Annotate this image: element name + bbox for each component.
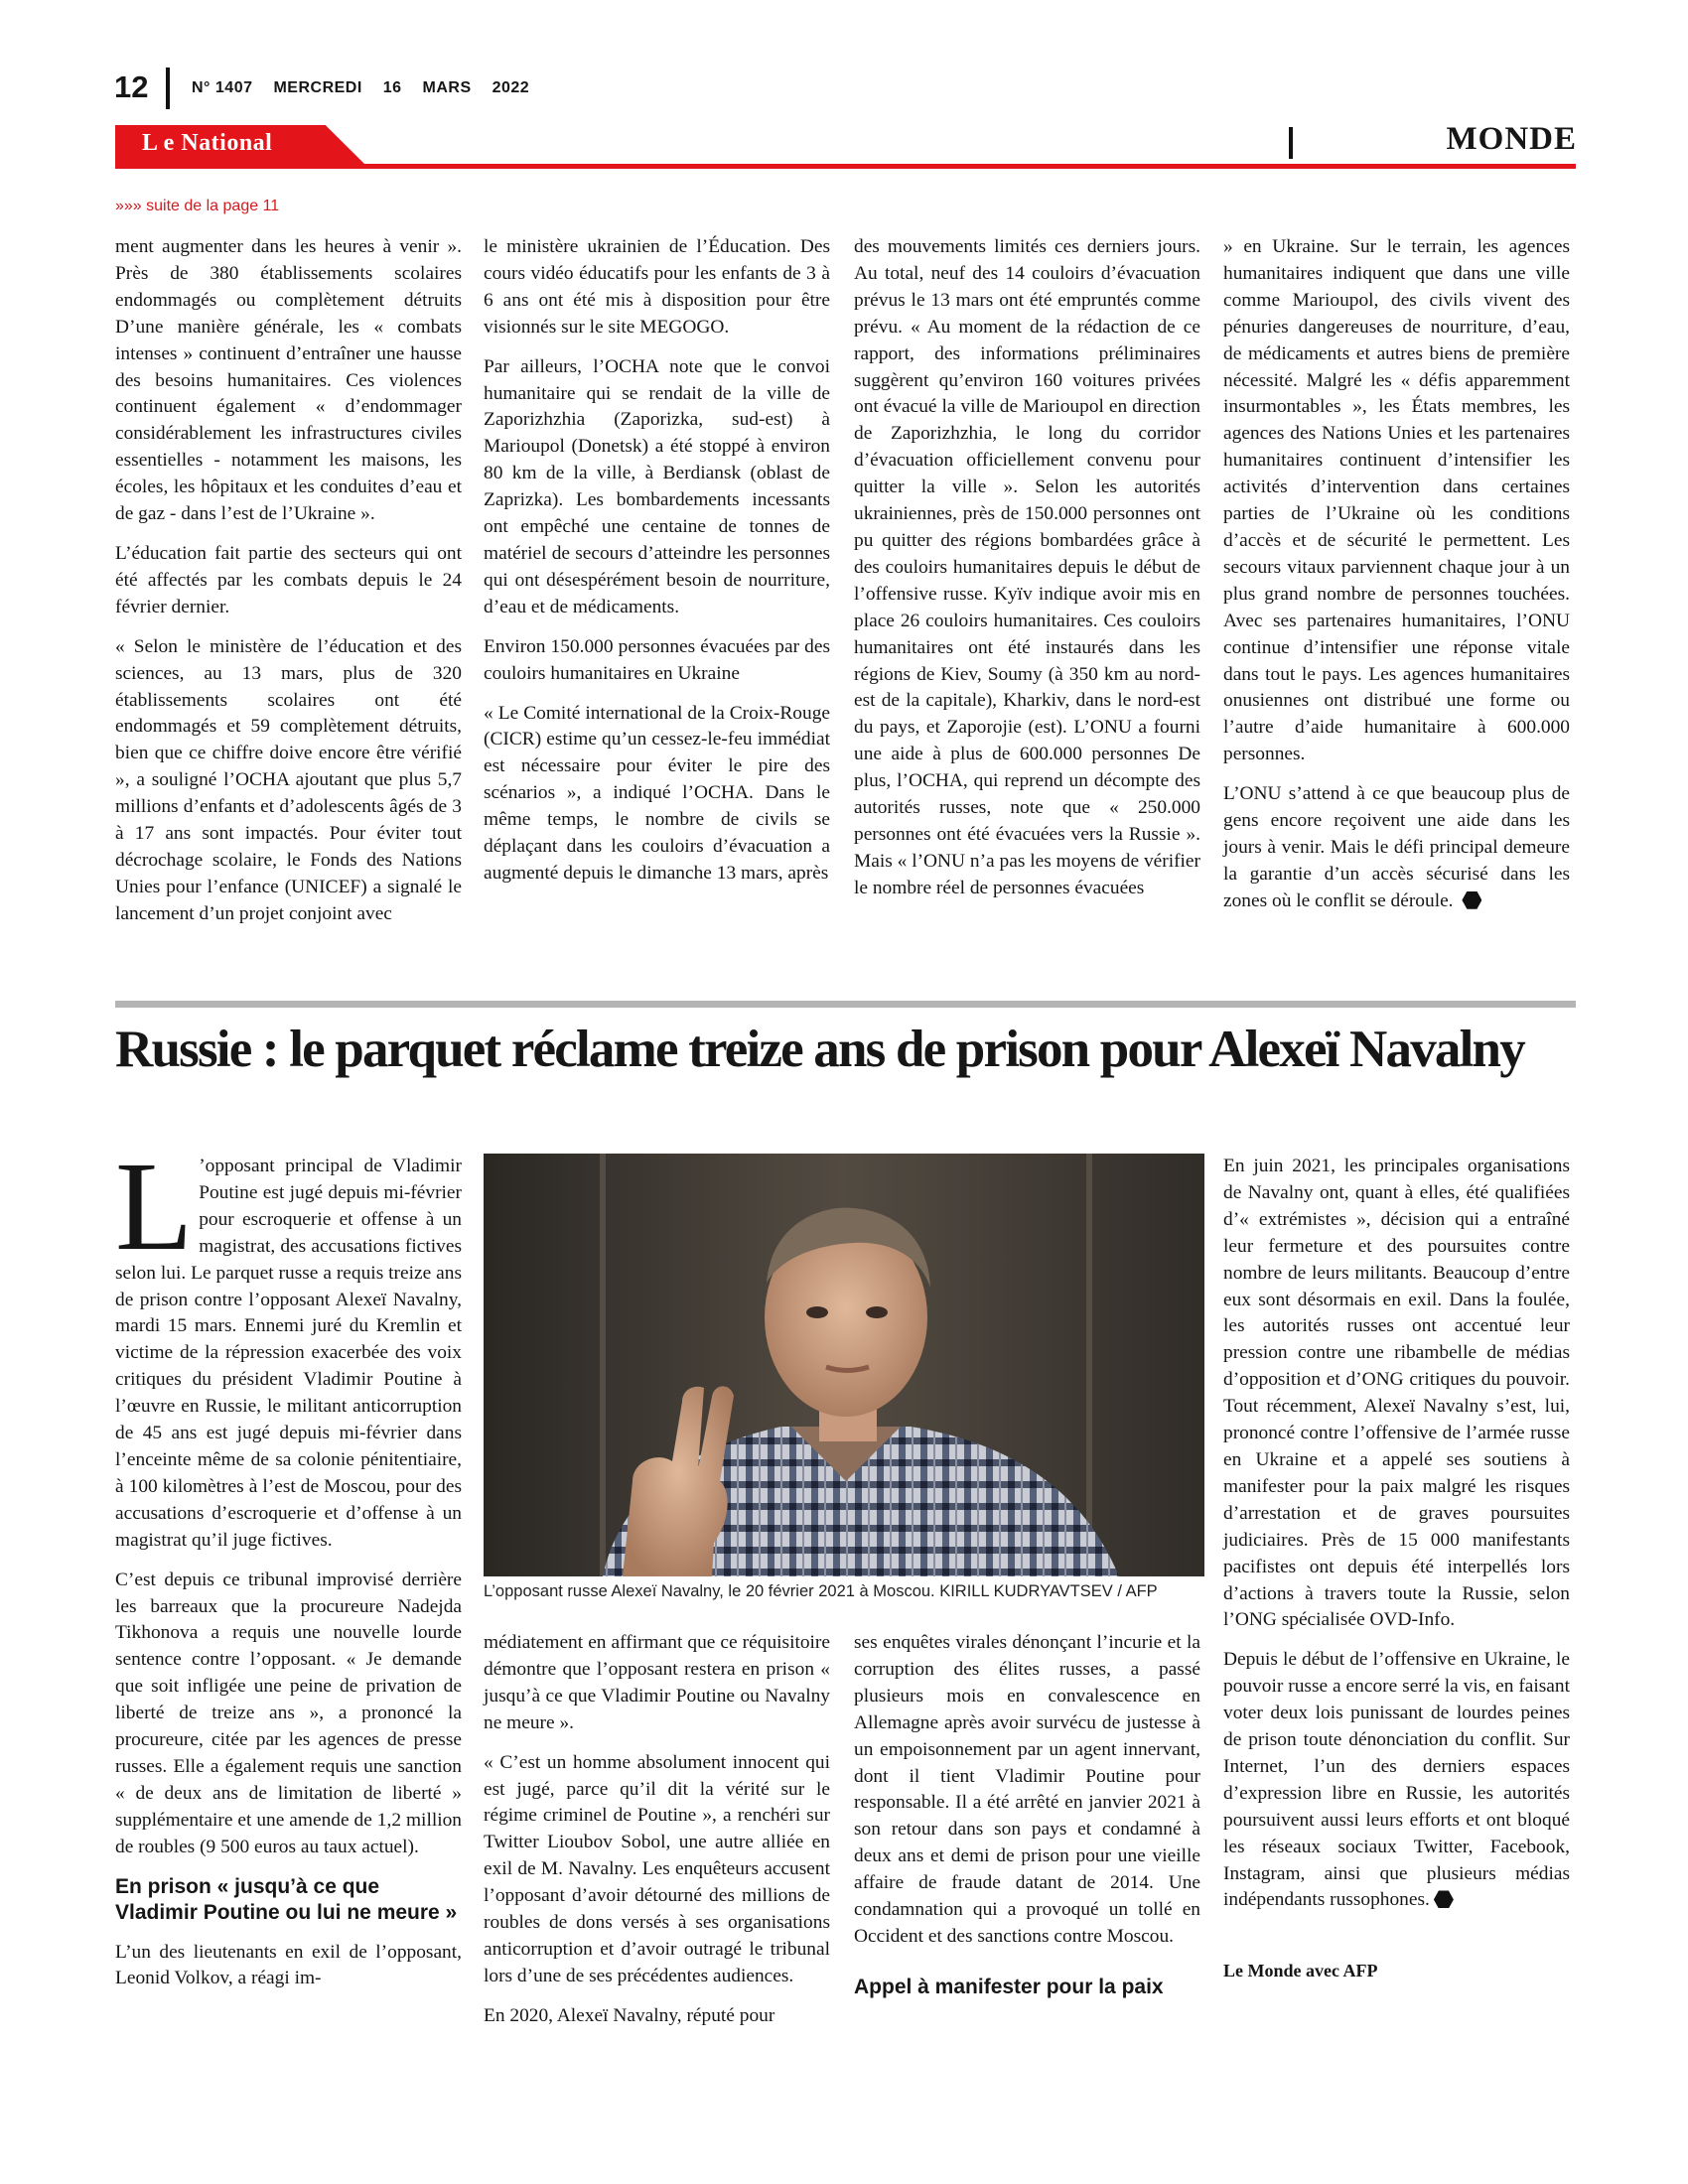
paragraph-text: L’ONU s’attend à ce que beaucoup plus de gens encore reçoivent une aide dans les jours à venir. Mais le défi principal demeure la garantie d’un accès sécurisé dans les zones où le conflit se déroule. xyxy=(1223,783,1570,911)
paragraph: ses enquêtes virales dénonçant l’incurie et la corruption des élites russes, a passé plusieurs mois en convalescence en Allemagne après avoir survécu de justesse à un empoisonnement par un agent innervant, dont il tient Vladimir Poutine pour responsable. Il a été arrêté en janvier 2021 à son retour dans son pays et condamné à deux ans et demi de prison pour une vieille affaire de fraude datant de 2014. Une condamnation qui a provoqué un tollé en Occident et des sanctions contre Moscou. xyxy=(854,1632,1200,1947)
end-of-article-icon xyxy=(1462,891,1481,909)
paragraph-text: Depuis le début de l’offensive en Ukraine, le pouvoir russe a encore serré la vis, en faisant voter deux lois punissant de lourdes peines de prison toute dénonciation du conflit. Sur Internet, l’un des derniers espaces d’expression libre en Russie, les autorités poursuivent aussi leurs efforts et ont bloqué les réseaux sociaux Twitter, Facebook, Instagram, ainsi que plusieurs médias indépendants russophones. xyxy=(1223,1649,1570,1911)
issue-info xyxy=(192,79,545,97)
paragraph xyxy=(1223,1647,1570,1914)
main-article-column-3 xyxy=(854,1630,1200,2014)
page-number: 12 xyxy=(114,69,149,104)
main-article-column-2 xyxy=(484,1630,830,2043)
issue-month: MARS xyxy=(422,79,472,96)
paragraph: le ministère ukrainien de l’Éducation. Des cours vidéo éducatifs pour les enfants de 3 à 6 ans ont été mis à disposition pour être visionnés sur le site MEGOGO. xyxy=(484,236,830,338)
issue-date: 16 xyxy=(382,79,402,96)
brand-name: L e National xyxy=(142,130,273,156)
issue-number: N° 1407 xyxy=(192,79,253,96)
navalny-photo-illustration xyxy=(484,1154,1204,1576)
photo-caption: L’opposant russe Alexeï Navalny, le 20 février 2021 à Moscou. KIRILL KUDRYAVTSEV / AFP xyxy=(484,1582,1158,1600)
paragraph: des mouvements limités ces derniers jours. Au total, neuf des 14 couloirs d’évacuation prévus le 13 mars ont été empruntés comme prévu. « Au moment de la rédaction de ce rapport, des informations préliminaires suggèrent qu’environ 160 voitures privées ont évacué la ville de Marioupol en direction de Zaporizhzhia, le long du corridor d’évacuation officiellement convenu pour quitter la ville ». Selon les autorités ukrainiennes, près de 150.000 personnes ont pu quitter des régions bombardées grâce à des couloirs humanitaires depuis le début de l’offensive russe. Kyïv indique avoir mis en place 26 couloirs humanitaires. Ces couloirs humanitaires ont été instaurés dans les régions de Kiev, Soumy (à 350 km au nord-est de la capitale), Kharkiv, dans le nord-est du pays, et Zaporojie (est). L’ONU a fourni une aide à plus de 600.000 personnes De plus, l’OCHA, qui reprend un décompte des autorités russes, note que « 250.000 personnes ont été évacuées vers la Russie ». Mais « l’ONU n’a pas les moyens de vérifier le nombre réel de personnes évacuées xyxy=(854,236,1200,898)
end-of-article-icon xyxy=(1434,1890,1454,1908)
lead-text: ’opposant principal de Vladimir Poutine est jugé depuis mi-février pour escroquerie et offense à un magistrat, des accusations fictives selon lui. Le parquet russe a requis treize ans de prison contre l’opposant Alexeï Navalny, mardi 15 mars. Ennemi juré du Kremlin et victime de la répression exacerbée des voix critiques du président Vladimir Poutine à l’œuvre en Russie, le militant anticorruption de 45 ans est jugé depuis mi-février dans l’enceinte même de sa colonie pénitentiaire, à 100 kilomètres à l’est de Moscou, pour des accusations d’escroquerie et d’offense à un magistrat qu’il juge fictives. xyxy=(115,1156,462,1551)
paragraph: « Selon le ministère de l’éducation et des sciences, au 13 mars, plus de 320 établissements scolaires ont été endommagés et 59 complètement détruits, bien que ce chiffre doive encore être vérifié », a souligné l’OCHA ajoutant que plus 5,7 millions d’enfants et d’adolescents âgés de 3 à 17 ans sont impactés. Pour éviter tout décrochage scolaire, le Fonds des Nations Unies pour l’enfance (UNICEF) a signalé le lancement d’un projet conjoint avec xyxy=(115,635,462,924)
header-red-rule xyxy=(115,164,1576,169)
paragraph: L’un des lieutenants en exil de l’opposant, Leonid Volkov, a réagi im- xyxy=(115,1941,462,1989)
top-article-column-3 xyxy=(854,234,1200,915)
header-separator xyxy=(166,68,170,109)
paragraph: « Le Comité international de la Croix-Rouge (CICR) estime qu’un cessez-le-feu immédiat est nécessaire pour éviter le pire des scénarios », a indiqué l’OCHA. Dans le même temps, le nombre de civils se déplaçant dans les couloirs d’évacuation a augmenté depuis le dimanche 13 mars, après xyxy=(484,702,830,884)
article-photo xyxy=(484,1154,1204,1576)
paragraph: ment augmenter dans les heures à venir ». Près de 380 établissements scolaires endommagés ou complètement détruits D’une manière générale, les « combats intenses » continuent d’entraîner une hausse des besoins humanitaires. Ces violences continuent également « d’endommager considérablement les infrastructures civiles essentielles - notamment les maisons, les écoles, les hôpitaux et les conduites d’eau et de gaz - dans l’est de l’Ukraine ». xyxy=(115,236,462,525)
main-article-column-1 xyxy=(115,1136,462,2005)
top-article-column-4 xyxy=(1223,234,1570,928)
paragraph: C’est depuis ce tribunal improvisé derrière les barreaux que la procureure Nadejda Tikhonova a requis une nouvelle lourde sentence contre l’opposant. « Je demande que soit infligée une peine de privation de liberté de treize ans », a prononcé la procureure, citée par les agences de presse russes. Elle a également requis une sanction « de deux ans de limitation de liberté » supplémentaire et une amende de 1,2 million de roubles (9 500 euros au taux actuel). xyxy=(115,1569,462,1857)
main-article-column-4 xyxy=(1223,1154,1570,1997)
section-separator xyxy=(1289,127,1293,159)
issue-year: 2022 xyxy=(492,79,530,96)
paragraph: L’éducation fait partie des secteurs qui ont été affectés par les combats depuis le 24 février dernier. xyxy=(115,542,462,617)
paragraph xyxy=(1223,781,1570,915)
issue-day: MERCREDI xyxy=(273,79,362,96)
paragraph: » en Ukraine. Sur le terrain, les agences humanitaires indiquent que dans une ville comme Marioupol, des civils vivent des pénuries dangereuses de nourriture, d’eau, de médicaments et autres biens de première nécessité. Malgré les « défis apparemment insurmontables », les États membres, les agences des Nations Unies et les partenaires humanitaires continuent d’intensifier les activités d’intervention dans certaines parties de l’Ukraine où les conditions d’accès et de sécurité le permettent. Les secours vitaux parviennent chaque jour à un plus grand nombre de personnes touchées. Avec ses partenaires humanitaires, l’ONU continue d’intensifier une réponse vitale dans tout le pays. Les agences humanitaires onusiennes ont distribué une forme ou l’autre d’aide humanitaire à 600.000 personnes. xyxy=(1223,236,1570,765)
subheading: En prison « jusqu’à ce que Vladimir Poutine ou lui ne meure » xyxy=(115,1874,458,1924)
drop-cap: L xyxy=(115,1136,194,1277)
article-divider xyxy=(115,1001,1576,1008)
paragraph: « C’est un homme absolument innocent qui est jugé, parce qu’il dit la vérité sur le régime criminel de Poutine », a renchéri sur Twitter Lioubov Sobol, une autre alliée en exil de M. Navalny. Les enquêteurs accusent l’opposant d’avoir détourné des millions de roubles de dons versés à ses organisations anticorruption et d’avoir outragé le tribunal lors d’une de ses précédentes audiences. xyxy=(484,1751,830,1986)
article-headline: Russie : le parquet réclame treize ans de prison pour Alexeï Navalny xyxy=(115,1021,1524,1078)
subheading: Appel à manifester pour la paix xyxy=(854,1975,1164,1998)
paragraph: En juin 2021, les principales organisations de Navalny ont, quant à elles, été qualifiées d’« extrémistes », décision qui a entraîné leur fermeture et des poursuites contre nombre de leurs militants. Beaucoup d’entre eux sont désormais en exil. Dans la foulée, les autorités russes ont accentué leur pression contre une ribambelle de médias d’opposition et d’ONG critiques du pouvoir. Tout récemment, Alexeï Navalny s’est, lui, prononcé contre l’offensive de l’armée russe en Ukraine et a appelé ses soutiens à manifester pour la paix malgré les risques d’arrestation et de graves poursuites judiciaires. Près de 15 000 manifestants pacifistes ont depuis été interpellés lors d’actions à travers toute la Russie, selon l’ONG spécialisée OVD-Info. xyxy=(1223,1156,1570,1631)
paragraph: En 2020, Alexeï Navalny, réputé pour xyxy=(484,2004,775,2026)
top-article-column-2 xyxy=(484,234,830,900)
section-title: MONDE xyxy=(1446,121,1577,157)
lead-paragraph xyxy=(115,1136,462,1555)
top-article-column-1 xyxy=(115,234,462,941)
article-signoff: Le Monde avec AFP xyxy=(1223,1961,1378,1981)
continuation-note: »»» suite de la page 11 xyxy=(115,198,280,214)
paragraph: Environ 150.000 personnes évacuées par des couloirs humanitaires en Ukraine xyxy=(484,635,830,684)
paragraph: Par ailleurs, l’OCHA note que le convoi humanitaire qui se rendait de la ville de Zaporizhzhia (Zaporizka, sud-est) à Marioupol (Donetsk) a été stoppé à environ 80 km de la ville, à Berdiansk (oblast de Zaprizka). Les bombardements incessants ont empêché une centaine de tonnes de matériel de secours d’atteindre les personnes qui ont désespérément besoin de nourriture, d’eau et de médicaments. xyxy=(484,355,830,617)
paragraph: médiatement en affirmant que ce réquisitoire démontre que l’opposant restera en prison « jusqu’à ce que Vladimir Poutine ou Navalny ne meure ». xyxy=(484,1632,830,1733)
